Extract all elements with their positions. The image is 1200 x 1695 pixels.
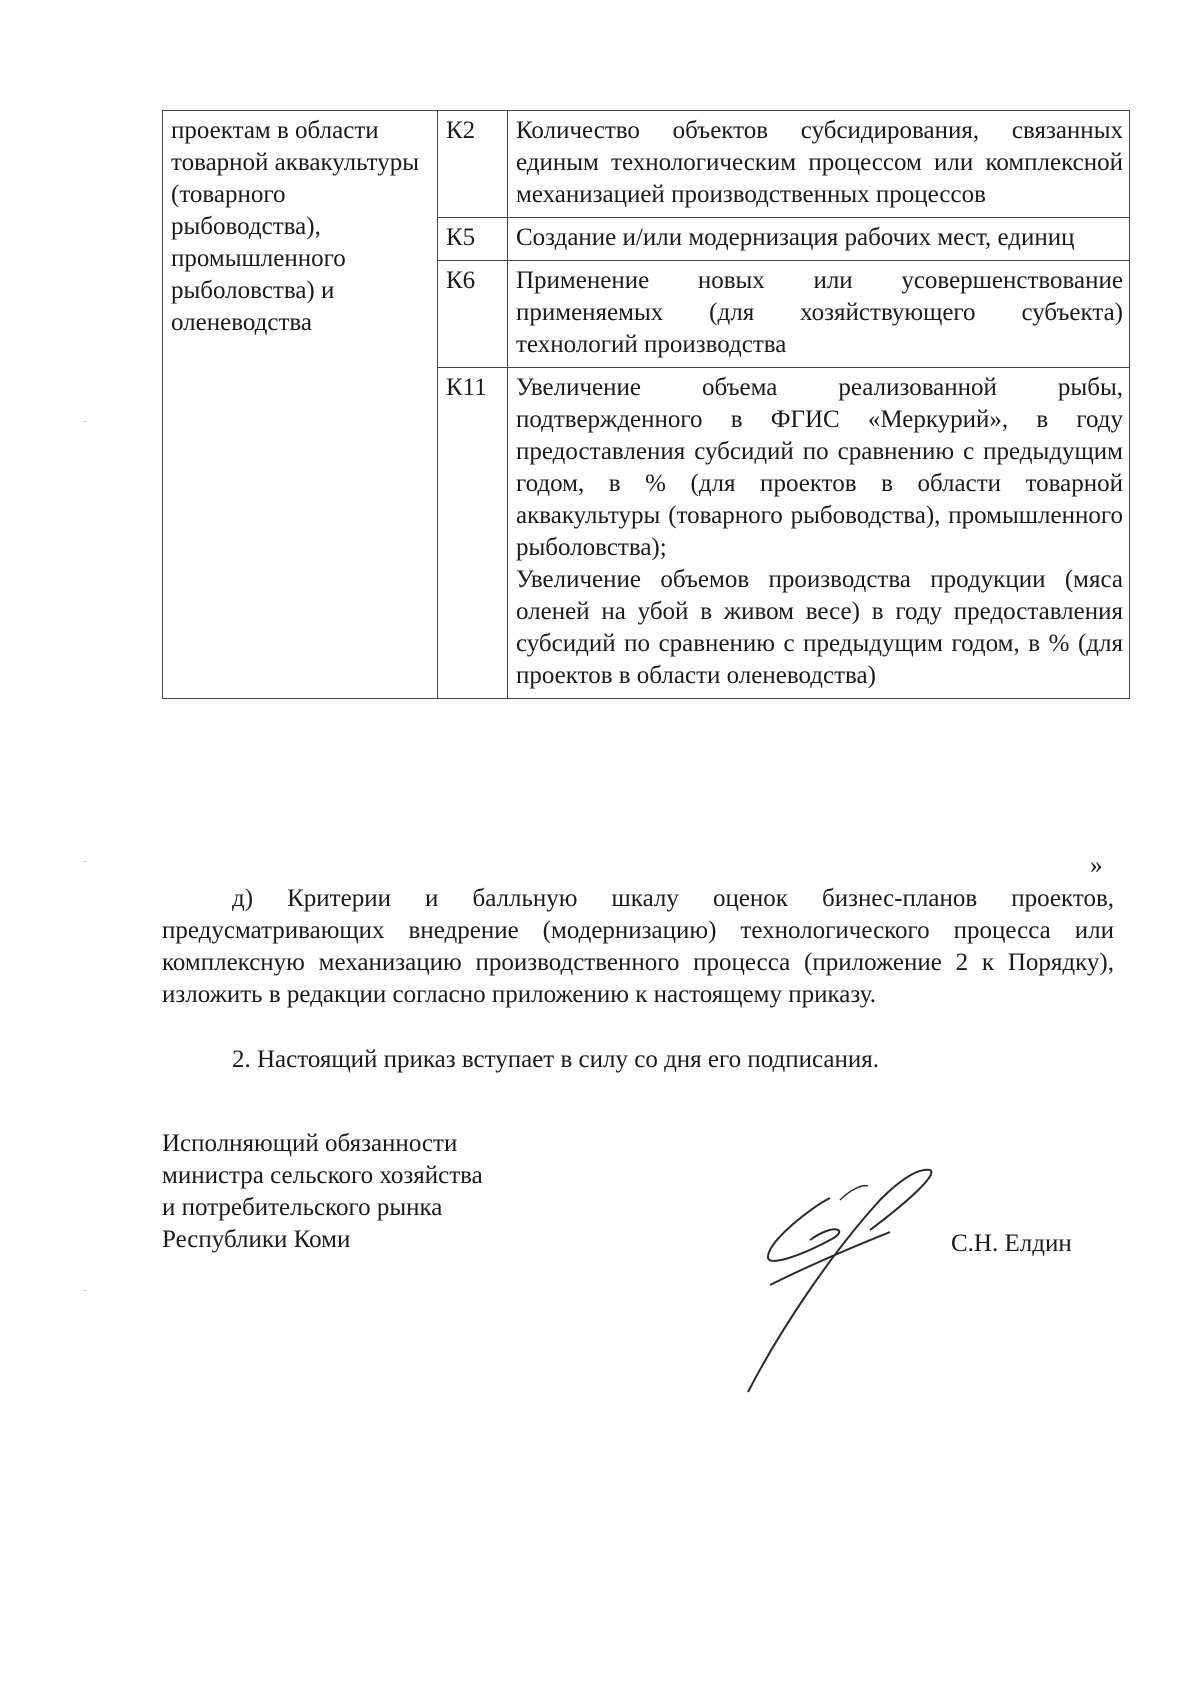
scan-mark (84, 421, 86, 422)
scan-mark (84, 861, 86, 862)
criterion-text: Увеличение объема реализованной рыбы, подтвержденного в ФГИС «Меркурий», в году предоставления субсидий по сравнению с предыдущим годом, в % (для проектов в области товарной аквакультуры (товарного рыбоводства), промышленного рыболовства); (516, 374, 1123, 561)
table-row (163, 111, 1130, 218)
project-scope-text: проектам в области товарной аквакультуры (товарного рыбоводства), промышленного рыболовства) и оленеводства (171, 117, 419, 336)
criterion-code: К5 (438, 218, 508, 261)
scan-mark (84, 1290, 86, 1291)
closing-quote: » (1090, 852, 1103, 879)
criterion-text: Увеличение объемов производства продукции (мяса оленей на убой в живом весе) в году предоставления субсидий по сравнению с предыдущим годом, в % (для проектов в области оленеводства) (516, 566, 1123, 689)
criterion-code: К11 (438, 368, 508, 699)
signatory-title (162, 1128, 483, 1256)
criterion-description (508, 261, 1130, 368)
criterion-text: Применение новых или усовершенствование применяемых (для хозяйствующего субъекта) технологий производства (516, 267, 1123, 358)
criterion-text: Создание и/или модернизация рабочих мест, единиц (516, 224, 1075, 251)
criterion-text: Количество объектов субсидирования, связанных единым технологическим процессом или комплексной механизацией производственных процессов (516, 117, 1123, 208)
signatory-name: С.Н. Елдин (951, 1230, 1072, 1257)
signatory-line: министра сельского хозяйства (162, 1162, 483, 1189)
criterion-description (508, 111, 1130, 218)
signatory-line: Республики Коми (162, 1226, 351, 1253)
project-scope-cell (163, 111, 438, 699)
criteria-table (162, 110, 1130, 699)
handwritten-signature (740, 1160, 960, 1400)
paragraph-d (162, 883, 1114, 1011)
signatory-line: Исполняющий обязанности (162, 1130, 458, 1157)
criterion-description (508, 218, 1130, 261)
signatory-line: и потребительского рынка (162, 1194, 443, 1221)
criterion-code: К6 (438, 261, 508, 368)
paragraph-d-text: д) Критерии и балльную шкалу оценок бизнес-планов проектов, предусматривающих внедрение (модернизацию) технологического процесса или комплексную механизацию производственного процесса (приложение 2 к Порядку), изложить в редакции согласно приложению к настоящему приказу. (162, 885, 1114, 1008)
paragraph-2 (162, 1044, 1114, 1076)
criterion-code: К2 (438, 111, 508, 218)
paragraph-2-text: 2. Настоящий приказ вступает в силу со дня его подписания. (232, 1046, 880, 1073)
criterion-description (508, 368, 1130, 699)
